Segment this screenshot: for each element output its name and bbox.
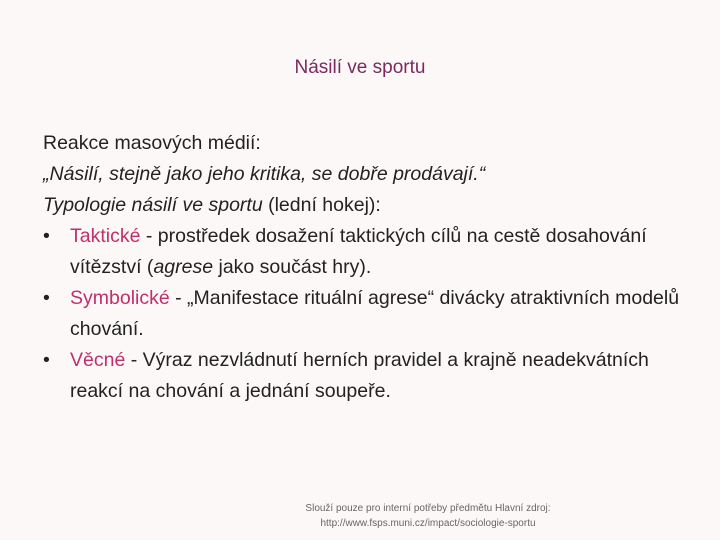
slide-title: Násilí ve sportu: [294, 57, 426, 78]
footer-line-2: http://www.fsps.muni.cz/impact/sociologie-sportu: [320, 518, 536, 529]
quote-line: „Násilí, stejně jako jeho kritika, se dobře prodávají.“: [43, 163, 486, 185]
bullet-italic: agrese: [153, 256, 214, 278]
bullet-term: Symbolické: [70, 287, 170, 309]
bullet-icon: •: [43, 287, 50, 309]
bullet-text: - prostředek dosažení taktických cílů na cestě dosahování vítězství (: [70, 225, 647, 278]
bullet-item-tactical: [43, 221, 683, 283]
slide-content: [43, 128, 683, 407]
slide-footer: [0, 501, 720, 531]
typology-rest: (lední hokej):: [262, 194, 381, 216]
bullet-item-symbolic: [43, 283, 683, 345]
bullet-term: Taktické: [70, 225, 141, 247]
bullet-icon: •: [43, 349, 50, 371]
typology-line: [43, 190, 683, 221]
bullet-text: - Výraz nezvládnutí herních pravidel a krajně neadekvátních reakcí na chování a jednání soupeře.: [70, 349, 649, 402]
footer-line-1: Slouží pouze pro interní potřeby předmětu Hlavní zdroj:: [305, 503, 551, 514]
bullet-text: - „Manifestace rituální agrese“ divácky atraktivních modelů chování.: [70, 287, 680, 340]
bullet-text-after: jako součást hry).: [213, 256, 372, 278]
heading-line: Reakce masových médií:: [43, 132, 261, 154]
typology-italic: Typologie násilí ve sportu: [43, 194, 263, 216]
bullet-term: Věcné: [70, 349, 126, 371]
bullet-icon: •: [43, 225, 50, 247]
bullet-item-factual: [43, 345, 683, 407]
